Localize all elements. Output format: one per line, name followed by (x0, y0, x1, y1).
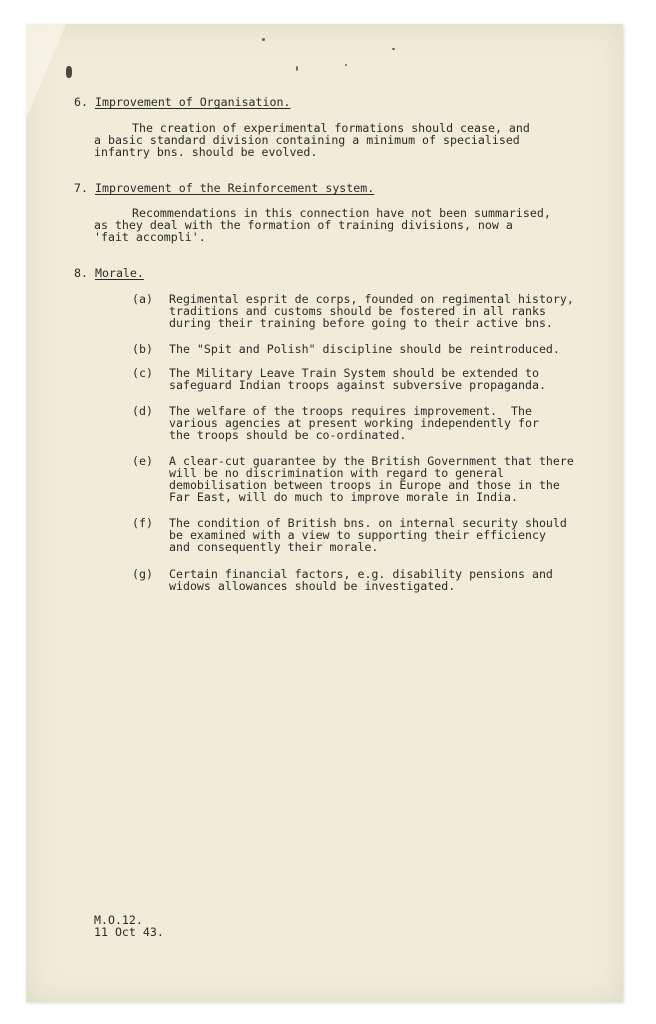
section-7-heading: Improvement of the Reinforcement system. (95, 181, 375, 195)
item-f-text: and consequently their morale. (169, 540, 379, 554)
item-f-text: be examined with a view to supporting their efficiency (169, 528, 546, 542)
item-a-text: traditions and customs should be fostered in all ranks (169, 304, 546, 318)
item-e-text: demobilisation between troops in Europe and those in the (169, 478, 560, 492)
document-date: 11 Oct 43. (94, 925, 164, 939)
reference-code: M.O.12. (94, 913, 143, 927)
section-8-heading: Morale. (95, 266, 144, 280)
item-e-text: will be no discrimination with regard to general (169, 466, 505, 480)
item-g-text: widows allowances should be investigated. (169, 579, 456, 593)
item-e-label: (e) (132, 454, 153, 468)
section-7-text: 'fait accompli'. (94, 230, 206, 244)
section-7-text: Recommendations in this connection have not been summarised, (132, 206, 551, 220)
item-d-text: various agencies at present working independently for (169, 416, 539, 430)
item-e-text: A clear-cut guarantee by the British Government that there (169, 454, 574, 468)
item-c-label: (c) (132, 366, 153, 380)
item-e-text: Far East, will do much to improve morale in India. (169, 490, 519, 504)
section-6-text: a basic standard division containing a minimum of specialised (94, 133, 520, 147)
item-a-text: Regimental esprit de corps, founded on regimental history, (169, 292, 574, 306)
item-g-label: (g) (132, 567, 153, 581)
section-7-number: 7. (74, 181, 88, 195)
item-d-label: (d) (132, 404, 153, 418)
item-a-label: (a) (132, 292, 153, 306)
section-6-number: 6. (74, 95, 88, 109)
item-c-text: The Military Leave Train System should be extended to (169, 366, 539, 380)
item-b-text: The "Spit and Polish" discipline should be reintroduced. (169, 342, 560, 356)
item-b-label: (b) (132, 342, 153, 356)
item-f-label: (f) (132, 516, 153, 530)
section-6-text: The creation of experimental formations should cease, and (132, 121, 530, 135)
section-7-text: as they deal with the formation of training divisions, now a (94, 218, 513, 232)
item-c-text: safeguard Indian troops against subversive propaganda. (169, 378, 546, 392)
item-g-text: Certain financial factors, e.g. disability pensions and (169, 567, 553, 581)
section-8-number: 8. (74, 266, 88, 280)
item-a-text: during their training before going to their active bns. (169, 316, 553, 330)
section-6-text: infantry bns. should be evolved. (94, 145, 318, 159)
item-d-text: The welfare of the troops requires improvement. The (169, 404, 532, 418)
item-f-text: The condition of British bns. on internal security should (169, 516, 567, 530)
section-6-heading: Improvement of Organisation. (95, 95, 291, 109)
item-d-text: the troops should be co-ordinated. (169, 428, 407, 442)
